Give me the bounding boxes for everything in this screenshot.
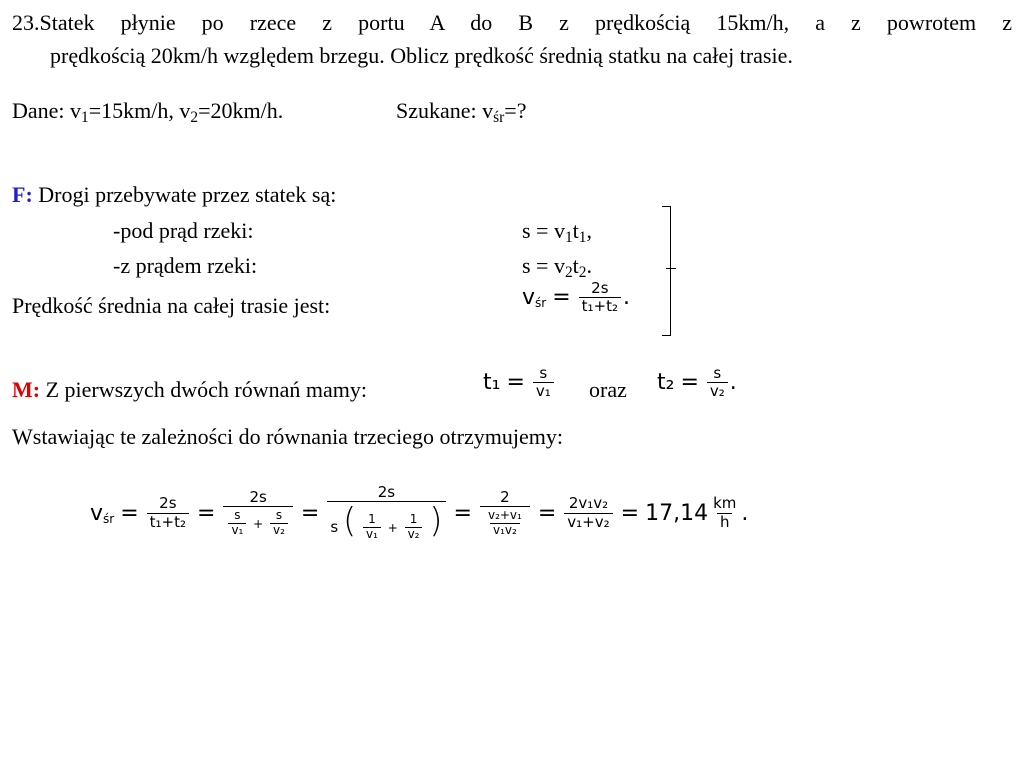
given-line: Dane: $v_1=15km/h$, $v_2=20km/h$.	[12, 98, 284, 126]
fraction-1: $\frac{2s}{\text{t₁+t₂}}$	[147, 495, 189, 531]
problem-number: 23.	[12, 10, 40, 35]
final-derivation: $v_{śr}$ = $\frac{2s}{\text{t₁+t₂}}$ = 2s $\frac{s}{\text{v₁}}$ + $\frac{s}{\text{v₂}}$ = 2s s ( $\frac{1}{\text{v₁}}$ + $\frac{1}{\text{v₂}}$ ) = $\frac{2}{\frac{\text{v₂+v₁}}{\text{v₁v₂}}}$ = $\frac{\text{2v₁v₂}}{\text{v₁+v₂}}$ = 17,14 $\frac{km}{h}$ .	[90, 483, 749, 542]
upstream-equation: $s = v_1t_1$,	[522, 218, 592, 246]
final-result: 17,14	[645, 500, 709, 526]
fraction-4: $\frac{2}{\frac{\text{v₂+v₁}}{\text{v₁v₂}}}$	[480, 489, 530, 538]
fraction-5: $\frac{\text{2v₁v₂}}{\text{v₁+v₂}}$	[564, 495, 612, 531]
t1-equation: t₁ = $\frac{s}{\text{v₁}}$	[483, 365, 556, 401]
physics-label: F:	[12, 182, 33, 207]
avg-speed-equation: $v_{śr}$ = $\frac{2s}{\text{t₁+t₂}}$ .	[522, 279, 631, 316]
unit-fraction: $\frac{km}{h}$	[713, 494, 737, 531]
problem-line-1	[12, 10, 1012, 36]
and-word: oraz	[589, 377, 627, 402]
system-bracket-tick	[666, 268, 676, 269]
t2-equation: t₂ = $\frac{s}{\text{v₂}}$ .	[657, 364, 737, 401]
fraction-3: 2s s ( $\frac{1}{\text{v₁}}$ + $\frac{1}{\text{v₂}}$ )	[327, 484, 445, 542]
upstream-label: -pod prąd rzeki:	[113, 218, 254, 243]
downstream-label: -z prądem rzeki:	[113, 253, 258, 278]
fraction-2: 2s $\frac{s}{\text{v₁}}$ + $\frac{s}{\text{v₂}}$	[223, 489, 292, 538]
system-bracket	[662, 206, 671, 336]
problem-text-1: Statek płynie po rzece z portu A do B z prędkością 15km/h, a z powrotem z	[39, 10, 1012, 35]
problem-line-2: prędkością 20km/h względem brzegu. Oblicz prędkość średnią statku na całej trasie.	[50, 43, 793, 68]
physics-intro: F: Drogi przebywate przez statek są:	[12, 182, 337, 207]
math-label: M:	[12, 377, 41, 402]
downstream-equation: $s = v_2t_2$.	[522, 253, 592, 281]
sought-line: Szukane: $v_{śr}=$?	[396, 98, 527, 126]
avg-speed-label: Prędkość średnia na całej trasie jest:	[12, 293, 331, 318]
substitution-text: Wstawiając te zależności do równania trzeciego otrzymujemy:	[12, 424, 563, 449]
math-intro: M: Z pierwszych dwóch równań mamy:	[12, 377, 367, 402]
